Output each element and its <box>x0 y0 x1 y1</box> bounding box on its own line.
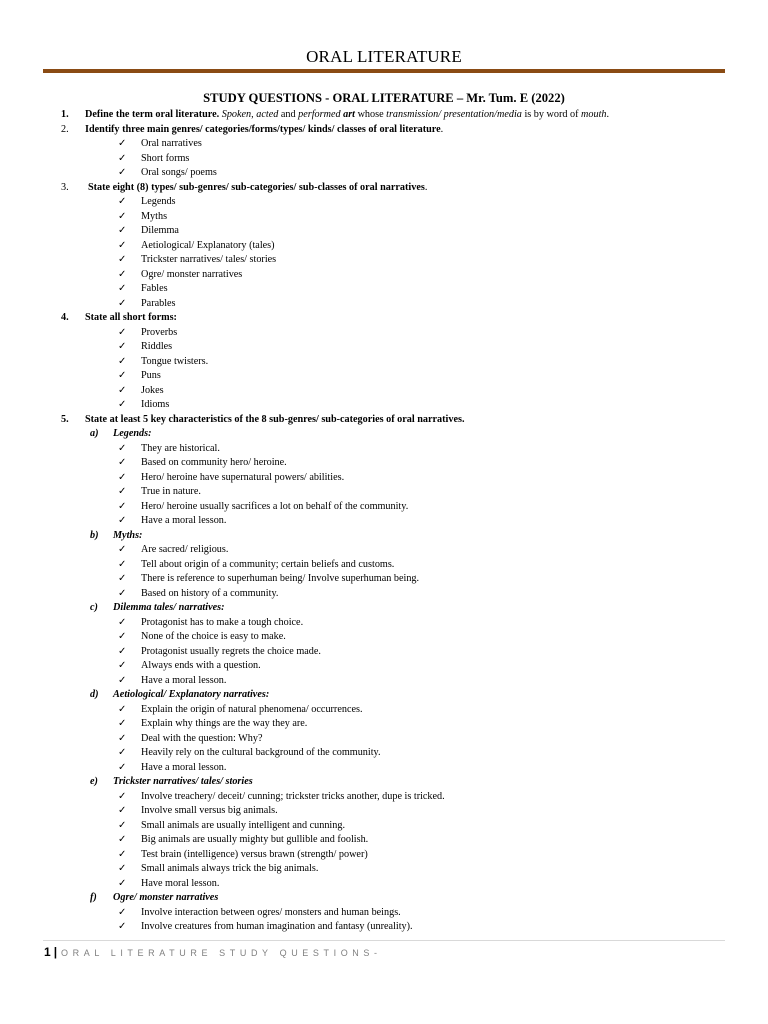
list-item <box>0 659 768 674</box>
list-item-text: Explain the origin of natural phenomena/ occurrences. <box>141 703 363 715</box>
list-item-text: Hero/ heroine have supernatural powers/ abilities. <box>141 471 345 483</box>
list-item-text: Short forms <box>141 152 190 164</box>
question-text: State all short forms: <box>85 312 177 323</box>
list-item-text: Puns <box>141 370 161 381</box>
checkmark-icon: ✓ <box>118 254 127 265</box>
list-item <box>0 645 768 660</box>
list-item <box>0 253 768 268</box>
checkmark-icon: ✓ <box>118 877 127 889</box>
list-item <box>0 761 768 776</box>
list-item-text: Involve creatures from human imagination and fantasy (unreality). <box>141 921 413 932</box>
list-item <box>0 384 768 399</box>
list-item <box>0 587 768 602</box>
list-item-text: Tell about origin of a community; certain beliefs and customs. <box>141 558 395 570</box>
question-4 <box>0 311 768 326</box>
question-text: State at least 5 key characteristics of the 8 sub-genres/ sub-categories of oral narratives. <box>85 413 465 425</box>
question-2 <box>0 123 768 138</box>
list-item <box>0 819 768 834</box>
checkmark-icon: ✓ <box>118 834 127 845</box>
subsection-letter: e) <box>90 776 98 787</box>
checkmark-icon: ✓ <box>118 718 127 729</box>
list-item-text: Big animals are usually mighty but gullible and foolish. <box>141 834 369 845</box>
list-item <box>0 152 768 167</box>
question-3 <box>0 181 768 196</box>
list-item <box>0 355 768 370</box>
header-rule <box>43 69 725 73</box>
list-item-text: Deal with the question: Why? <box>141 732 263 744</box>
subsection-letter: f) <box>90 892 97 903</box>
subsection-letter: d) <box>90 689 99 700</box>
list-item-text: Have a moral lesson. <box>141 674 227 686</box>
list-item <box>0 500 768 515</box>
checkmark-icon: ✓ <box>118 370 127 381</box>
list-item <box>0 703 768 718</box>
checkmark-icon: ✓ <box>118 341 127 352</box>
checkmark-icon: ✓ <box>118 326 127 338</box>
checkmark-icon: ✓ <box>118 297 127 309</box>
list-item <box>0 297 768 312</box>
list-item-text: Based on community hero/ heroine. <box>141 457 287 468</box>
list-item-text: Small animals are usually intelligent and cunning. <box>141 819 345 831</box>
checkmark-icon: ✓ <box>118 152 127 164</box>
checkmark-icon: ✓ <box>118 196 127 207</box>
question-4-list <box>0 326 768 413</box>
page-footer <box>44 945 382 959</box>
list-item-text: True in nature. <box>141 486 201 497</box>
list-item-text: Dilemma <box>141 225 179 236</box>
list-item <box>0 326 768 341</box>
list-item-text: Have a moral lesson. <box>141 515 227 526</box>
checkmark-icon: ✓ <box>118 805 127 816</box>
question-5 <box>0 413 768 428</box>
list-item <box>0 920 768 935</box>
footer-rule <box>43 940 725 941</box>
question-3-list <box>0 195 768 311</box>
checkmark-icon: ✓ <box>118 486 127 497</box>
checkmark-icon: ✓ <box>118 268 127 280</box>
list-item-text: Fables <box>141 283 168 294</box>
subsection-heading <box>0 529 768 544</box>
checkmark-icon: ✓ <box>118 674 127 686</box>
list-item <box>0 340 768 355</box>
subsection-title: Legends: <box>113 428 152 439</box>
list-item <box>0 616 768 631</box>
list-item-text: Heavily rely on the cultural background of the community. <box>141 747 381 758</box>
list-item <box>0 195 768 210</box>
subsection-heading <box>0 688 768 703</box>
list-item <box>0 862 768 877</box>
checkmark-icon: ✓ <box>118 587 127 599</box>
checkmark-icon: ✓ <box>118 558 127 570</box>
list-item <box>0 398 768 413</box>
subsection-title: Dilemma tales/ narratives: <box>113 602 225 613</box>
subsection-heading <box>0 601 768 616</box>
checkmark-icon: ✓ <box>118 616 127 628</box>
checkmark-icon: ✓ <box>118 761 127 773</box>
list-item <box>0 485 768 500</box>
subsection-letter: a) <box>90 428 99 439</box>
document-body <box>0 108 768 935</box>
list-item <box>0 543 768 558</box>
checkmark-icon: ✓ <box>118 225 127 236</box>
list-item <box>0 137 768 152</box>
list-item-text: Are sacred/ religious. <box>141 544 229 555</box>
checkmark-icon: ✓ <box>118 631 127 642</box>
subsection-title: Trickster narratives/ tales/ stories <box>113 776 253 787</box>
list-item-text: Trickster narratives/ tales/ stories <box>141 254 277 265</box>
list-item-text: Hero/ heroine usually sacrifices a lot on behalf of the community. <box>141 500 409 512</box>
list-item <box>0 630 768 645</box>
list-item-text: Riddles <box>141 341 173 352</box>
subsection-title: Aetiological/ Explanatory narratives: <box>113 689 270 700</box>
list-item-text: Involve small versus big animals. <box>141 805 278 816</box>
list-item-text: Parables <box>141 297 176 309</box>
checkmark-icon: ✓ <box>118 167 127 178</box>
list-item <box>0 877 768 892</box>
subsection-title: Ogre/ monster narratives <box>113 892 219 903</box>
list-item-text: Oral narratives <box>141 138 202 149</box>
checkmark-icon: ✓ <box>118 283 127 294</box>
question-number: 5. <box>61 413 69 425</box>
page-number: 1 <box>44 945 51 959</box>
list-item <box>0 717 768 732</box>
list-item <box>0 572 768 587</box>
list-item-text: There is reference to superhuman being/ Involve superhuman being. <box>141 573 420 584</box>
list-item-text: Based on history of a community. <box>141 587 279 599</box>
list-item <box>0 790 768 805</box>
question-number: 4. <box>61 312 69 323</box>
list-item <box>0 674 768 689</box>
list-item <box>0 268 768 283</box>
checkmark-icon: ✓ <box>118 703 127 715</box>
list-item-text: Legends <box>141 196 176 207</box>
checkmark-icon: ✓ <box>118 645 127 657</box>
checkmark-icon: ✓ <box>118 906 127 918</box>
list-item-text: Aetiological/ Explanatory (tales) <box>141 239 275 251</box>
list-item <box>0 804 768 819</box>
checkmark-icon: ✓ <box>118 921 127 932</box>
checkmark-icon: ✓ <box>118 573 127 584</box>
question-5-subsections <box>0 427 768 935</box>
list-item-text: Have moral lesson. <box>141 877 220 889</box>
list-item-text: Oral songs/ poems <box>141 167 217 178</box>
list-item <box>0 224 768 239</box>
checkmark-icon: ✓ <box>118 544 127 555</box>
list-item-text: Tongue twisters. <box>141 355 209 367</box>
question-1 <box>0 108 768 123</box>
checkmark-icon: ✓ <box>118 515 127 526</box>
list-item <box>0 848 768 863</box>
checkmark-icon: ✓ <box>118 399 127 410</box>
footer-separator: | <box>53 945 58 959</box>
subsection-letter: c) <box>90 602 98 613</box>
question-text: Identify three main genres/ categories/forms/types/ kinds/ classes of oral literature. <box>85 123 444 135</box>
question-number: 3. <box>61 181 69 193</box>
list-item-text: Jokes <box>141 384 164 396</box>
list-item <box>0 210 768 225</box>
list-item <box>0 456 768 471</box>
list-item <box>0 732 768 747</box>
list-item-text: Myths <box>141 210 168 222</box>
checkmark-icon: ✓ <box>118 848 127 860</box>
list-item-text: Always ends with a question. <box>141 660 261 671</box>
page-header: ORAL LITERATURE <box>306 47 462 66</box>
checkmark-icon: ✓ <box>118 457 127 468</box>
subsection-heading <box>0 891 768 906</box>
checkmark-icon: ✓ <box>118 790 127 802</box>
checkmark-icon: ✓ <box>118 210 127 222</box>
checkmark-icon: ✓ <box>118 442 127 454</box>
checkmark-icon: ✓ <box>118 384 127 396</box>
list-item <box>0 442 768 457</box>
list-item <box>0 166 768 181</box>
question-text: Define the term oral literature. Spoken, acted and performed art whose transmission/ presentation/media is by word of mouth. <box>85 109 610 120</box>
list-item-text: Proverbs <box>141 326 178 338</box>
list-item <box>0 558 768 573</box>
list-item <box>0 471 768 486</box>
question-text: State eight (8) types/ sub-genres/ sub-categories/ sub-classes of oral narratives. <box>88 181 428 193</box>
checkmark-icon: ✓ <box>118 500 127 512</box>
list-item-text: Idioms <box>141 399 170 410</box>
subsection-letter: b) <box>90 529 99 541</box>
list-item-text: Ogre/ monster narratives <box>141 268 243 280</box>
list-item-text: Test brain (intelligence) versus brawn (strength/ power) <box>141 848 368 860</box>
list-item-text: Explain why things are the way they are. <box>141 718 308 729</box>
list-item-text: Involve treachery/ deceit/ cunning; trickster tricks another, dupe is tricked. <box>141 790 445 802</box>
subsection-heading <box>0 775 768 790</box>
list-item <box>0 833 768 848</box>
list-item-text: Involve interaction between ogres/ monsters and human beings. <box>141 906 401 918</box>
checkmark-icon: ✓ <box>118 732 127 744</box>
question-number: 1. <box>61 109 69 120</box>
checkmark-icon: ✓ <box>118 863 127 874</box>
question-number: 2. <box>61 123 69 135</box>
footer-text: ORAL LITERATURE STUDY QUESTIONS- <box>61 948 382 958</box>
list-item-text: Small animals always trick the big animals. <box>141 863 319 874</box>
checkmark-icon: ✓ <box>118 239 127 251</box>
document-title: STUDY QUESTIONS - ORAL LITERATURE – Mr. Tum. E (2022) <box>203 91 565 105</box>
list-item <box>0 906 768 921</box>
checkmark-icon: ✓ <box>118 660 127 671</box>
checkmark-icon: ✓ <box>118 471 127 483</box>
checkmark-icon: ✓ <box>118 819 127 831</box>
list-item <box>0 746 768 761</box>
list-item <box>0 514 768 529</box>
list-item-text: Protagonist has to make a tough choice. <box>141 616 304 628</box>
list-item <box>0 369 768 384</box>
checkmark-icon: ✓ <box>118 138 127 149</box>
list-item <box>0 282 768 297</box>
list-item <box>0 239 768 254</box>
checkmark-icon: ✓ <box>118 355 127 367</box>
checkmark-icon: ✓ <box>118 747 127 758</box>
list-item-text: They are historical. <box>141 442 220 454</box>
list-item-text: None of the choice is easy to make. <box>141 631 286 642</box>
list-item-text: Have a moral lesson. <box>141 761 227 773</box>
list-item-text: Protagonist usually regrets the choice made. <box>141 645 321 657</box>
subsection-title: Myths: <box>113 529 143 541</box>
subsection-heading <box>0 427 768 442</box>
question-2-list <box>0 137 768 181</box>
